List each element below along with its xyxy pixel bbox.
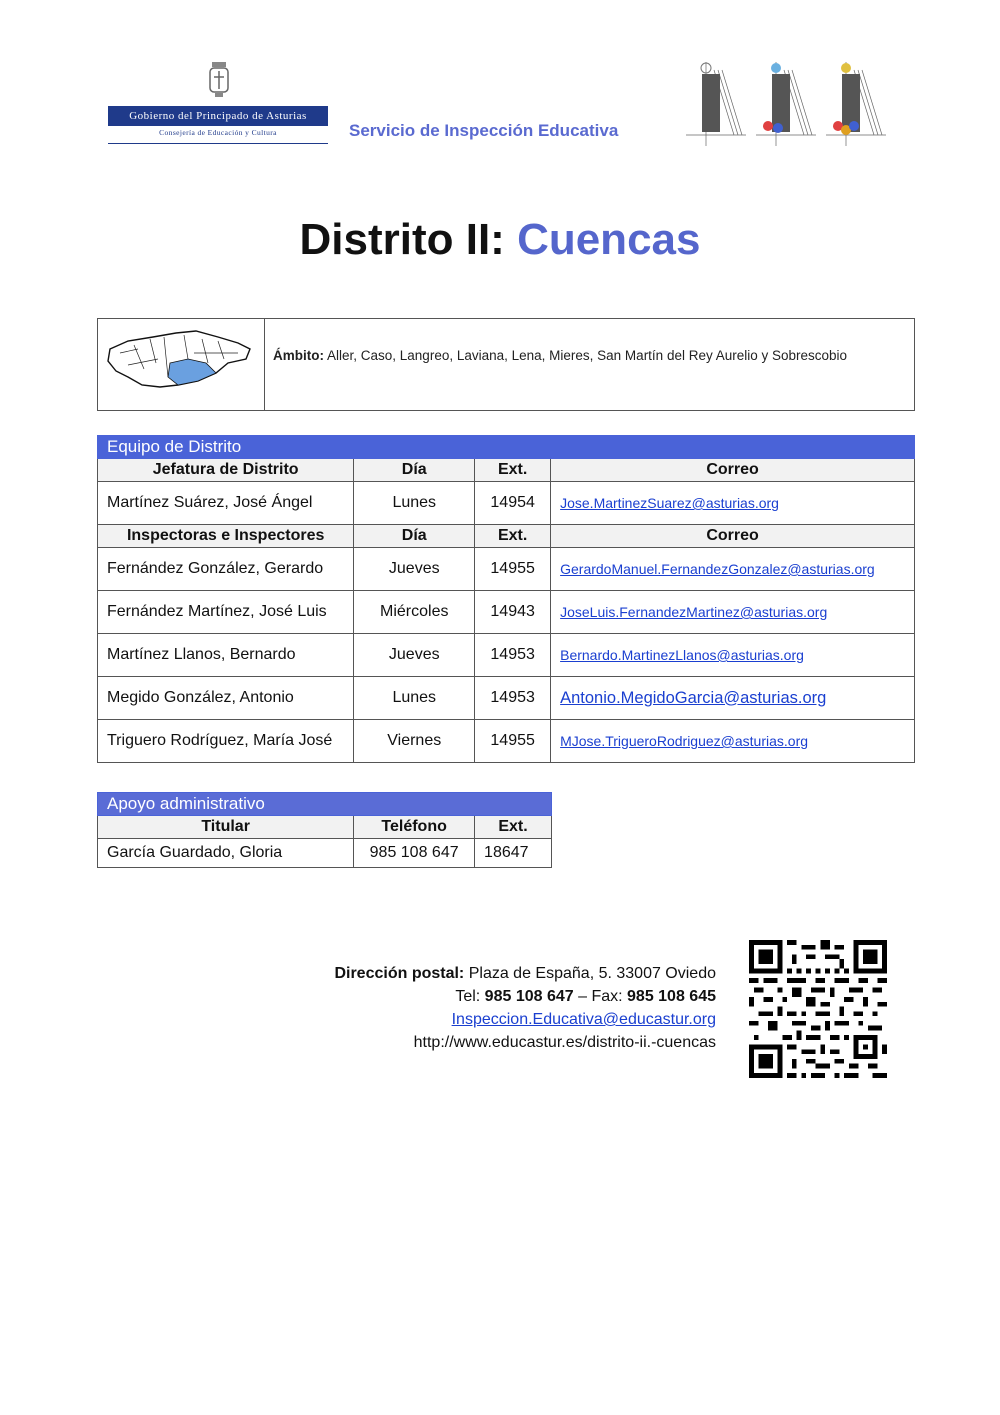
title-district-name: Cuencas bbox=[517, 215, 701, 264]
table-header-row bbox=[98, 525, 915, 548]
day-cell: Lunes bbox=[354, 482, 475, 525]
day-cell: Lunes bbox=[354, 677, 475, 720]
ext-cell: 18647 bbox=[475, 839, 552, 868]
tel-label: Tel: bbox=[455, 988, 485, 1005]
ambito-municipalities: Aller, Caso, Langreo, Laviana, Lena, Mieres, San Martín del Rey Aurelio y Sobrescobio bbox=[324, 348, 848, 363]
table-caption: Apoyo administrativo bbox=[98, 793, 552, 816]
person-name: García Guardado, Gloria bbox=[98, 839, 354, 868]
table-row bbox=[98, 677, 915, 720]
fax-label: – Fax: bbox=[573, 988, 628, 1005]
column-header: Ext. bbox=[475, 459, 551, 482]
table-row bbox=[98, 839, 552, 868]
email-link[interactable]: GerardoManuel.FernandezGonzalez@asturias.org bbox=[551, 548, 915, 591]
asturias-map-icon bbox=[98, 319, 264, 410]
ext-cell: 14955 bbox=[475, 720, 551, 763]
email-link[interactable]: Jose.MartinezSuarez@asturias.org bbox=[551, 482, 915, 525]
person-name: Fernández Martínez, José Luis bbox=[98, 591, 354, 634]
column-header: Día bbox=[354, 525, 475, 548]
contact-url[interactable]: http://www.educastur.es/distrito-ii.-cuencas bbox=[413, 1034, 716, 1051]
person-name: Martínez Llanos, Bernardo bbox=[98, 634, 354, 677]
column-header: Correo bbox=[551, 459, 915, 482]
day-cell: Miércoles bbox=[354, 591, 475, 634]
day-cell: Jueves bbox=[354, 634, 475, 677]
column-header: Titular bbox=[98, 816, 354, 839]
admin-support-table bbox=[97, 792, 552, 868]
ambito-box bbox=[97, 318, 915, 411]
ext-cell: 14953 bbox=[475, 677, 551, 720]
day-cell: Viernes bbox=[354, 720, 475, 763]
government-logo bbox=[108, 60, 330, 150]
table-header-row bbox=[98, 816, 552, 839]
address-label: Dirección postal: bbox=[334, 965, 465, 982]
inspection-logo-icon bbox=[686, 60, 886, 146]
title-prefix: Distrito II: bbox=[299, 215, 505, 264]
ambito-label: Ámbito: bbox=[273, 348, 324, 363]
ext-cell: 14955 bbox=[475, 548, 551, 591]
service-title: Servicio de Inspección Educativa bbox=[349, 121, 619, 140]
table-caption: Equipo de Distrito bbox=[98, 436, 915, 459]
tel-value: 985 108 647 bbox=[484, 988, 574, 1005]
table-row bbox=[98, 634, 915, 677]
table-row bbox=[98, 591, 915, 634]
contact-email-link[interactable]: Inspeccion.Educativa@educastur.org bbox=[451, 1011, 716, 1028]
ext-cell: 14953 bbox=[475, 634, 551, 677]
fax-value: 985 108 645 bbox=[627, 988, 716, 1005]
district-map bbox=[98, 319, 265, 410]
postal-address bbox=[300, 962, 716, 985]
contact-info bbox=[300, 962, 716, 1054]
column-header: Correo bbox=[551, 525, 915, 548]
person-name: Martínez Suárez, José Ángel bbox=[98, 482, 354, 525]
column-header: Inspectoras e Inspectores bbox=[98, 525, 354, 548]
department-name: Consejería de Educación y Cultura bbox=[159, 128, 277, 137]
coat-of-arms-icon bbox=[206, 60, 232, 100]
logo-divider bbox=[108, 143, 328, 144]
table-row bbox=[98, 482, 915, 525]
column-header: Día bbox=[354, 459, 475, 482]
person-name: Triguero Rodríguez, María José bbox=[98, 720, 354, 763]
email-link[interactable]: Bernardo.MartinezLlanos@asturias.org bbox=[551, 634, 915, 677]
phone-cell: 985 108 647 bbox=[354, 839, 475, 868]
ext-cell: 14954 bbox=[475, 482, 551, 525]
person-name: Megido González, Antonio bbox=[98, 677, 354, 720]
table-header-row bbox=[98, 459, 915, 482]
person-name: Fernández González, Gerardo bbox=[98, 548, 354, 591]
column-header: Ext. bbox=[475, 816, 552, 839]
email-link[interactable]: MJose.TrigueroRodriguez@asturias.org bbox=[551, 720, 915, 763]
ambito-description bbox=[273, 345, 873, 366]
day-cell: Jueves bbox=[354, 548, 475, 591]
table-row bbox=[98, 548, 915, 591]
ext-cell: 14943 bbox=[475, 591, 551, 634]
qr-code-icon bbox=[749, 940, 887, 1078]
table-row bbox=[98, 720, 915, 763]
phone-fax bbox=[300, 985, 716, 1008]
district-team-table bbox=[97, 435, 915, 763]
column-header: Ext. bbox=[475, 525, 551, 548]
column-header: Teléfono bbox=[354, 816, 475, 839]
page-title bbox=[0, 215, 1000, 265]
address-value: Plaza de España, 5. 33007 Oviedo bbox=[464, 965, 716, 982]
column-header: Jefatura de Distrito bbox=[98, 459, 354, 482]
email-link[interactable]: JoseLuis.FernandezMartinez@asturias.org bbox=[551, 591, 915, 634]
government-name: Gobierno del Principado de Asturias bbox=[108, 106, 328, 126]
email-link[interactable]: Antonio.MegidoGarcia@asturias.org bbox=[551, 677, 915, 720]
